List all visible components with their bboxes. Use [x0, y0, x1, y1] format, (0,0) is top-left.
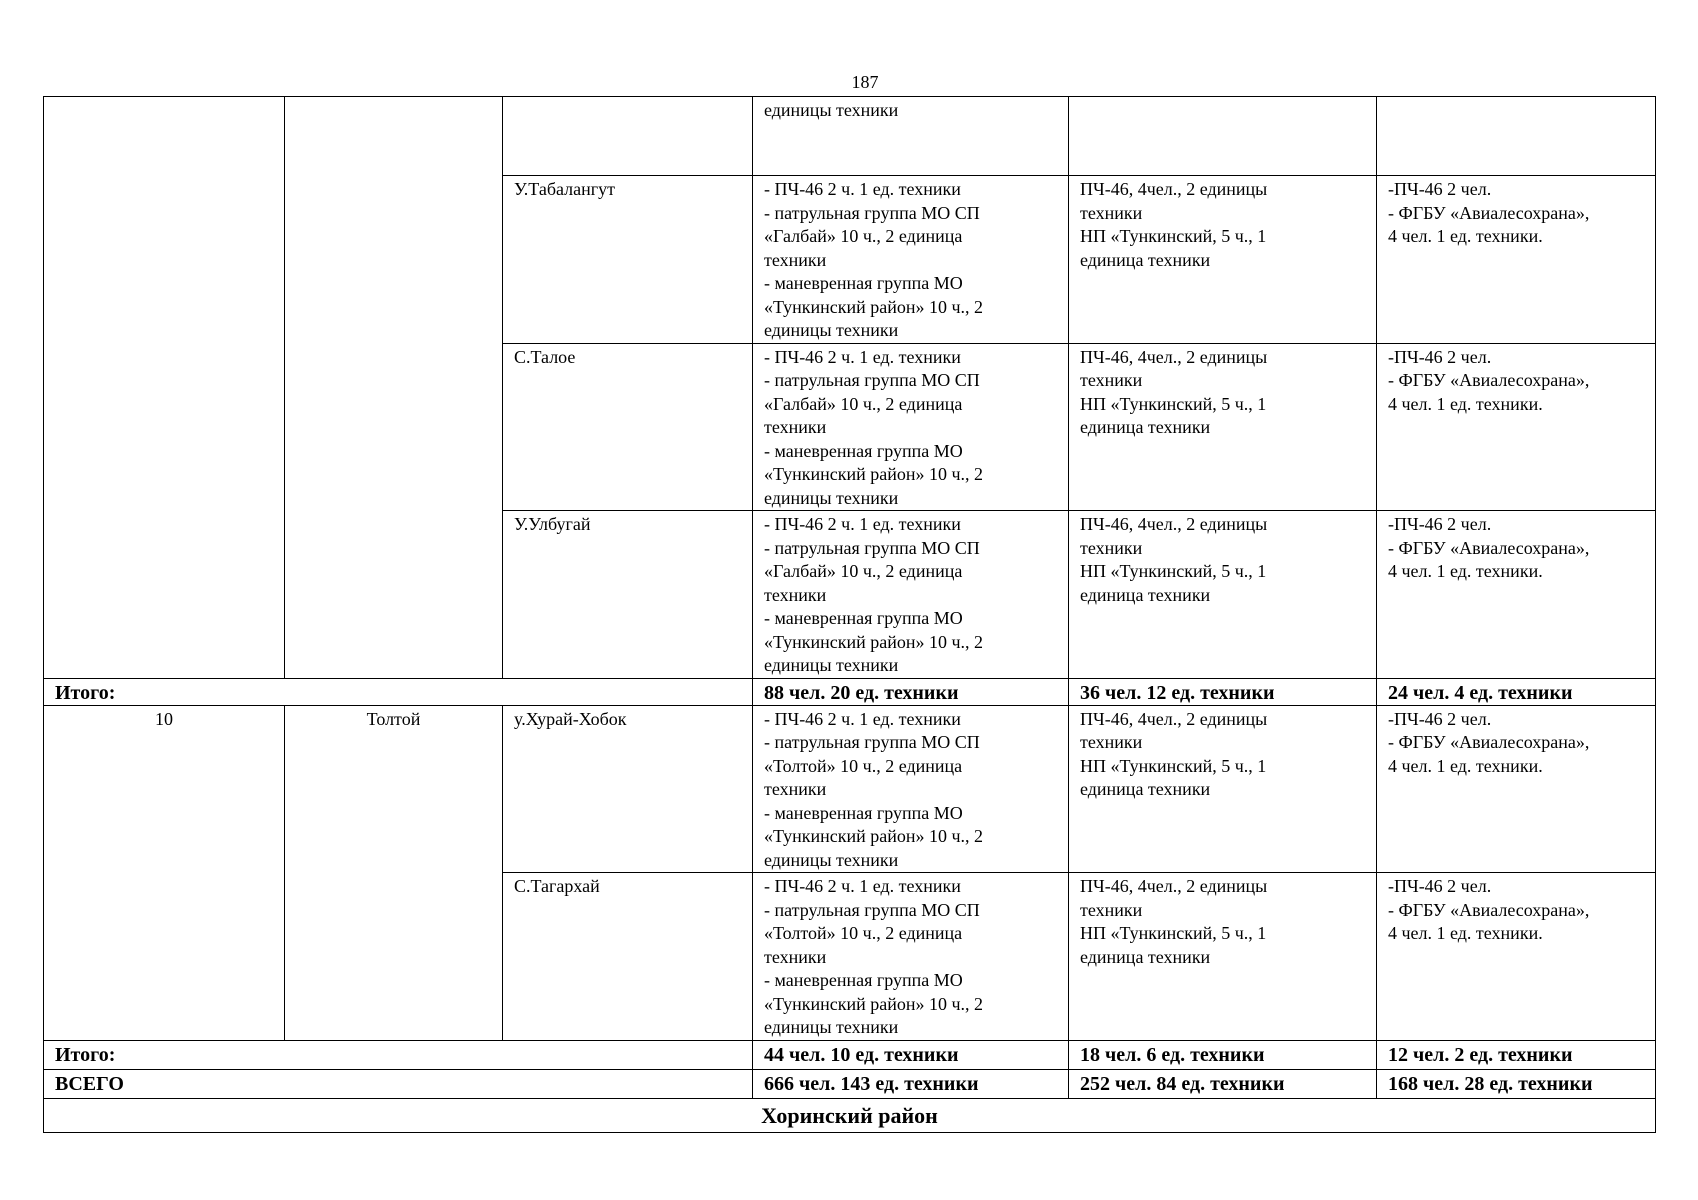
cell-text-line: -ПЧ-46 2 чел.	[1388, 346, 1492, 367]
reserve-cell	[1069, 97, 1377, 176]
support-cell	[1377, 705, 1656, 873]
cell-text-line: техники	[764, 417, 827, 437]
settlement-cell: у.Хурай-Хобок	[503, 705, 753, 873]
group-number-cell	[44, 97, 285, 679]
cell-text-line: ПЧ-46, 4чел., 2 единицы	[1080, 346, 1268, 367]
forces-cell	[753, 705, 1069, 873]
cell-text-line: 4 чел. 1 ед. техники.	[1388, 226, 1543, 246]
cell-text-line: единицы техники	[764, 655, 899, 675]
cell-text-line: техники	[1080, 732, 1143, 752]
grand-total-support: 168 чел. 28 ед. техники	[1377, 1069, 1656, 1098]
cell-text-line: единица техники	[1080, 249, 1211, 270]
cell-text-line: 4 чел. 1 ед. техники.	[1388, 923, 1543, 943]
cell-text-line: техники	[1080, 899, 1143, 920]
cell-text-line: НП «Тункинский, 5 ч., 1	[1080, 755, 1267, 776]
cell-text-line: - ПЧ-46 2 ч. 1 ед. техники	[764, 346, 961, 367]
cell-text-line: - ПЧ-46 2 ч. 1 ед. техники	[764, 876, 961, 896]
cell-text-line: - патрульная группа МО СП	[764, 370, 980, 390]
cell-text-line: техники	[764, 946, 827, 967]
cell-text-line: техники	[764, 249, 827, 270]
cell-text-line: техники	[764, 584, 827, 605]
cell-text-line: 4 чел. 1 ед. техники.	[1388, 755, 1543, 776]
cell-text-line: 4 чел. 1 ед. техники.	[1388, 393, 1543, 414]
reserve-cell	[1069, 873, 1377, 1041]
support-cell	[1377, 873, 1656, 1041]
cell-text-line: единицы техники	[764, 487, 899, 508]
reserve-cell	[1069, 511, 1377, 679]
table-row	[44, 97, 1656, 176]
cell-text-line: техники	[1080, 202, 1143, 223]
cell-text-line: ПЧ-46, 4чел., 2 единицы	[1080, 708, 1268, 729]
cell-text-line: ПЧ-46, 4чел., 2 единицы	[1080, 514, 1268, 534]
cell-text-line: - ФГБУ «Авиалесохрана»,	[1388, 370, 1590, 390]
cell-text-line: «Толтой» 10 ч., 2 единица	[764, 923, 963, 943]
grand-total-row	[44, 1069, 1656, 1098]
settlement-cell: С.Тагархай	[503, 873, 753, 1041]
cell-text-line: НП «Тункинский, 5 ч., 1	[1080, 561, 1267, 581]
cell-text-line: НП «Тункинский, 5 ч., 1	[1080, 226, 1267, 246]
cell-text-line: ПЧ-46, 4чел., 2 единицы	[1080, 876, 1268, 896]
cell-text-line: «Тункинский район» 10 ч., 2	[764, 296, 984, 317]
total-label: Итого:	[44, 1040, 753, 1069]
cell-text-line: - патрульная группа МО СП	[764, 899, 980, 920]
support-cell	[1377, 343, 1656, 511]
cell-text-line: единица техники	[1080, 584, 1211, 605]
cell-text-line: НП «Тункинский, 5 ч., 1	[1080, 393, 1267, 414]
cell-text-line: - маневренная группа МО	[764, 273, 963, 293]
cell-text-line: ПЧ-46, 4чел., 2 единицы	[1080, 179, 1268, 199]
cell-text-line: единица техники	[1080, 417, 1211, 437]
total-support: 12 чел. 2 ед. техники	[1377, 1040, 1656, 1069]
cell-text-line: -ПЧ-46 2 чел.	[1388, 514, 1492, 534]
forces-cell	[753, 176, 1069, 344]
cell-text-line: - ПЧ-46 2 ч. 1 ед. техники	[764, 708, 961, 729]
cell-text-line: -ПЧ-46 2 чел.	[1388, 876, 1492, 896]
cell-text-line: техники	[1080, 537, 1143, 558]
cell-text-line: «Тункинский район» 10 ч., 2	[764, 826, 984, 846]
total-support: 24 чел. 4 ед. техники	[1377, 678, 1656, 705]
cell-text-line: - ФГБУ «Авиалесохрана»,	[1388, 537, 1590, 558]
support-cell	[1377, 97, 1656, 176]
cell-text-line: «Галбай» 10 ч., 2 единица	[764, 393, 963, 414]
cell-text-line: техники	[764, 779, 827, 799]
cell-text-line: «Тункинский район» 10 ч., 2	[764, 631, 984, 652]
cell-text-line: - ФГБУ «Авиалесохрана»,	[1388, 202, 1590, 223]
cell-text-line: «Тункинский район» 10 ч., 2	[764, 464, 984, 484]
forces-cell	[753, 873, 1069, 1041]
total-forces: 44 чел. 10 ед. техники	[753, 1040, 1069, 1069]
region-row	[44, 1098, 1656, 1132]
cell-text-line: единицы техники	[764, 320, 899, 340]
settlement-cell: У.Табалангут	[503, 176, 753, 344]
grand-total-reserve: 252 чел. 84 ед. техники	[1069, 1069, 1377, 1098]
cell-text-line: «Тункинский район» 10 ч., 2	[764, 993, 984, 1014]
resource-table	[43, 96, 1656, 1133]
cell-text-line: единицы техники	[764, 1017, 899, 1037]
cell-text-line: - патрульная группа МО СП	[764, 537, 980, 558]
group-name-cell: Толтой	[285, 705, 503, 1040]
reserve-cell	[1069, 176, 1377, 344]
cell-text-line: - патрульная группа МО СП	[764, 202, 980, 223]
cell-text-line: - ПЧ-46 2 ч. 1 ед. техники	[764, 514, 961, 534]
cell-text-line: единица техники	[1080, 946, 1211, 967]
cell-text-line: «Галбай» 10 ч., 2 единица	[764, 561, 963, 581]
cell-text-line: техники	[1080, 370, 1143, 390]
cell-text-line: - маневренная группа МО	[764, 608, 963, 628]
group-number-cell: 10	[44, 705, 285, 1040]
forces-cell	[753, 511, 1069, 679]
cell-text-line: - маневренная группа МО	[764, 970, 963, 990]
settlement-cell	[503, 97, 753, 176]
cell-text-line: - ПЧ-46 2 ч. 1 ед. техники	[764, 179, 961, 199]
region-title: Хоринский район	[44, 1098, 1656, 1132]
settlement-cell: У.Улбугай	[503, 511, 753, 679]
cell-text-line: - патрульная группа МО СП	[764, 732, 980, 752]
table-row	[44, 705, 1656, 873]
group-name-cell	[285, 97, 503, 679]
reserve-cell	[1069, 705, 1377, 873]
support-cell	[1377, 511, 1656, 679]
cell-text-line: «Толтой» 10 ч., 2 единица	[764, 755, 963, 776]
cell-text-line: единица техники	[1080, 779, 1211, 799]
cell-text-line: НП «Тункинский, 5 ч., 1	[1080, 923, 1267, 943]
total-row	[44, 1040, 1656, 1069]
total-label: Итого:	[44, 678, 753, 705]
cell-text-line: -ПЧ-46 2 чел.	[1388, 708, 1492, 729]
cell-text-line: единицы техники	[764, 100, 899, 120]
total-forces: 88 чел. 20 ед. техники	[753, 678, 1069, 705]
reserve-cell	[1069, 343, 1377, 511]
cell-text-line: единицы техники	[764, 849, 899, 870]
cell-text-line: - ФГБУ «Авиалесохрана»,	[1388, 899, 1590, 920]
support-cell	[1377, 176, 1656, 344]
total-row	[44, 678, 1656, 705]
page-number: 187	[851, 72, 879, 92]
cell-text-line: - ФГБУ «Авиалесохрана»,	[1388, 732, 1590, 752]
grand-total-forces: 666 чел. 143 ед. техники	[753, 1069, 1069, 1098]
cell-text-line: -ПЧ-46 2 чел.	[1388, 179, 1492, 199]
cell-text-line: 4 чел. 1 ед. техники.	[1388, 561, 1543, 581]
cell-text-line: - маневренная группа МО	[764, 440, 963, 461]
total-reserve: 36 чел. 12 ед. техники	[1069, 678, 1377, 705]
cell-text-line: «Галбай» 10 ч., 2 единица	[764, 226, 963, 246]
forces-cell	[753, 343, 1069, 511]
total-reserve: 18 чел. 6 ед. техники	[1069, 1040, 1377, 1069]
grand-total-label: ВСЕГО	[44, 1069, 753, 1098]
settlement-cell: С.Талое	[503, 343, 753, 511]
cell-text-line: - маневренная группа МО	[764, 802, 963, 823]
forces-cell	[753, 97, 1069, 176]
